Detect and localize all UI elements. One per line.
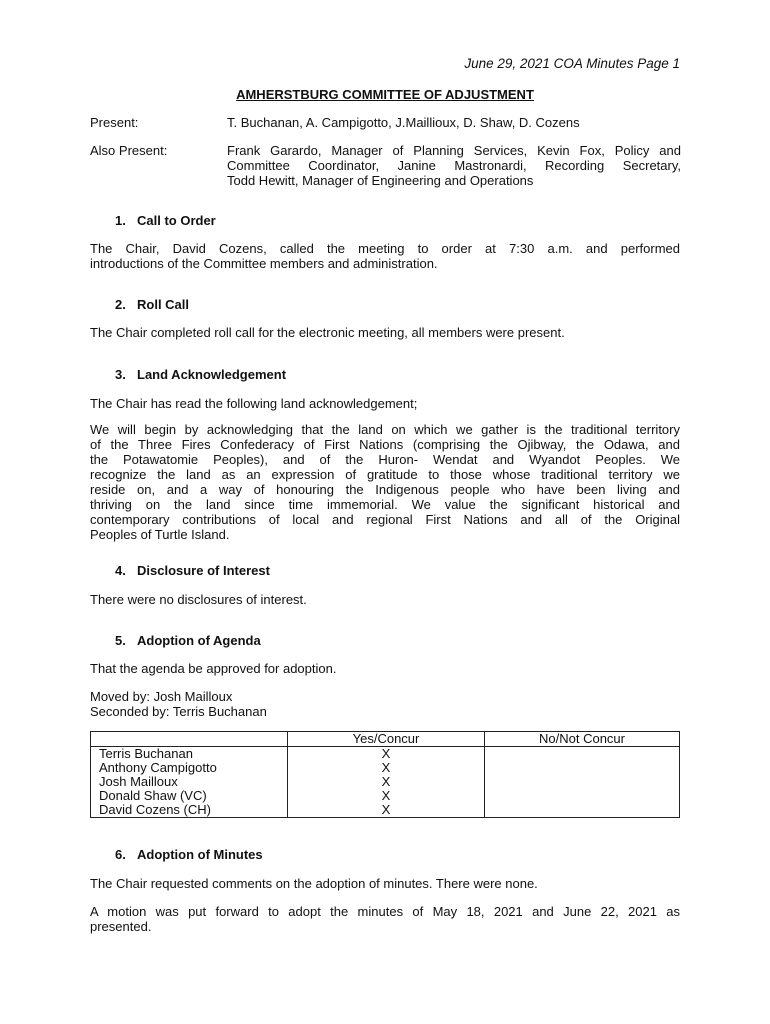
table-row	[91, 789, 680, 803]
paragraph-line: the Potawatomie Peoples), and of the Huron- Wendat and Wyandot Peoples. We	[90, 452, 680, 467]
paragraph-line: A motion was put forward to adopt the minutes of May 18, 2021 and June 22, 2021 as	[90, 904, 680, 919]
land-acknowledgement-text	[90, 422, 680, 542]
no-vote	[485, 761, 680, 775]
member-name: Terris Buchanan	[91, 747, 288, 762]
member-name: Anthony Campigotto	[91, 761, 288, 775]
page-header: June 29, 2021 COA Minutes Page 1	[464, 56, 680, 71]
paragraph-line: of the Three Fires Confederacy of First Nations (comprising the Ojibway, the Odawa, and	[90, 437, 680, 452]
yes-vote: X	[288, 775, 485, 789]
present-label: Present:	[90, 115, 139, 130]
section-heading-disclosure-of-interest	[115, 563, 270, 578]
also-present-value	[227, 143, 681, 188]
also-present-line: Todd Hewitt, Manager of Engineering and Operations	[227, 173, 534, 188]
yes-vote: X	[288, 789, 485, 803]
also-present-line: Frank Garardo, Manager of Planning Services, Kevin Fox, Policy and	[227, 143, 681, 158]
document-title: AMHERSTBURG COMMITTEE OF ADJUSTMENT	[236, 87, 534, 102]
header-cell: No/Not Concur	[485, 732, 680, 747]
paragraph-line: Peoples of Turtle Island.	[90, 527, 230, 542]
also-present-label: Also Present:	[90, 143, 168, 158]
vote-table	[90, 731, 680, 818]
member-name: Josh Mailloux	[91, 775, 288, 789]
call-to-order-text	[90, 241, 680, 271]
section-title: Adoption of Agenda	[137, 633, 261, 648]
paragraph-line: thriving on the land since time immemorial. We value the significant historical and	[90, 497, 680, 512]
paragraph-line: introductions of the Committee members and administration.	[90, 256, 438, 271]
section-number: 6.	[115, 847, 126, 862]
paragraph-line: contemporary contributions of local and regional First Nations and all of the Original	[90, 512, 680, 527]
member-name: David Cozens (CH)	[91, 803, 288, 818]
header-cell	[91, 732, 288, 747]
section-title: Adoption of Minutes	[137, 847, 263, 862]
member-name: Donald Shaw (VC)	[91, 789, 288, 803]
no-vote	[485, 803, 680, 818]
vote-table-header	[91, 732, 680, 747]
roll-call-text: The Chair completed roll call for the electronic meeting, all members were present.	[90, 325, 565, 340]
section-heading-adoption-of-agenda	[115, 633, 261, 648]
table-row	[91, 775, 680, 789]
section-number: 3.	[115, 367, 126, 382]
section-heading-roll-call	[115, 297, 189, 312]
present-value: T. Buchanan, A. Campigotto, J.Maillioux, D. Shaw, D. Cozens	[227, 115, 580, 130]
minutes-comments-text: The Chair requested comments on the adoption of minutes. There were none.	[90, 876, 538, 891]
agenda-moved-by: Moved by: Josh Mailloux	[90, 689, 233, 704]
yes-vote: X	[288, 747, 485, 762]
section-title: Roll Call	[137, 297, 190, 312]
section-heading-adoption-of-minutes	[115, 847, 263, 862]
section-number: 2.	[115, 297, 126, 312]
no-vote	[485, 747, 680, 762]
no-vote	[485, 789, 680, 803]
agenda-seconded-by: Seconded by: Terris Buchanan	[90, 704, 267, 719]
disclosure-text: There were no disclosures of interest.	[90, 592, 307, 607]
table-row	[91, 761, 680, 775]
section-number: 5.	[115, 633, 126, 648]
table-row	[91, 747, 680, 762]
paragraph-line: presented.	[90, 919, 152, 934]
also-present-line: Committee Coordinator, Janine Mastronardi, Recording Secretary,	[227, 158, 681, 173]
yes-vote: X	[288, 803, 485, 818]
section-title: Disclosure of Interest	[137, 563, 270, 578]
land-intro-text: The Chair has read the following land acknowledgement;	[90, 396, 418, 411]
table-row	[91, 803, 680, 818]
agenda-motion-text: That the agenda be approved for adoption.	[90, 661, 337, 676]
section-number: 1.	[115, 213, 126, 228]
paragraph-line: The Chair, David Cozens, called the meeting to order at 7:30 a.m. and performed	[90, 241, 680, 256]
paragraph-line: reside on, and a way of honouring the Indigenous people who have been living and	[90, 482, 680, 497]
section-heading-call-to-order	[115, 213, 216, 228]
header-cell: Yes/Concur	[288, 732, 485, 747]
no-vote	[485, 775, 680, 789]
section-number: 4.	[115, 563, 126, 578]
section-heading-land-acknowledgement	[115, 367, 286, 382]
section-title: Call to Order	[137, 213, 216, 228]
paragraph-line: We will begin by acknowledging that the land on which we gather is the traditional territory	[90, 422, 680, 437]
paragraph-line: recognize the land as an expression of gratitude to those whose traditional territory we	[90, 467, 680, 482]
minutes-motion-text	[90, 904, 680, 934]
yes-vote: X	[288, 761, 485, 775]
section-title: Land Acknowledgement	[137, 367, 287, 382]
